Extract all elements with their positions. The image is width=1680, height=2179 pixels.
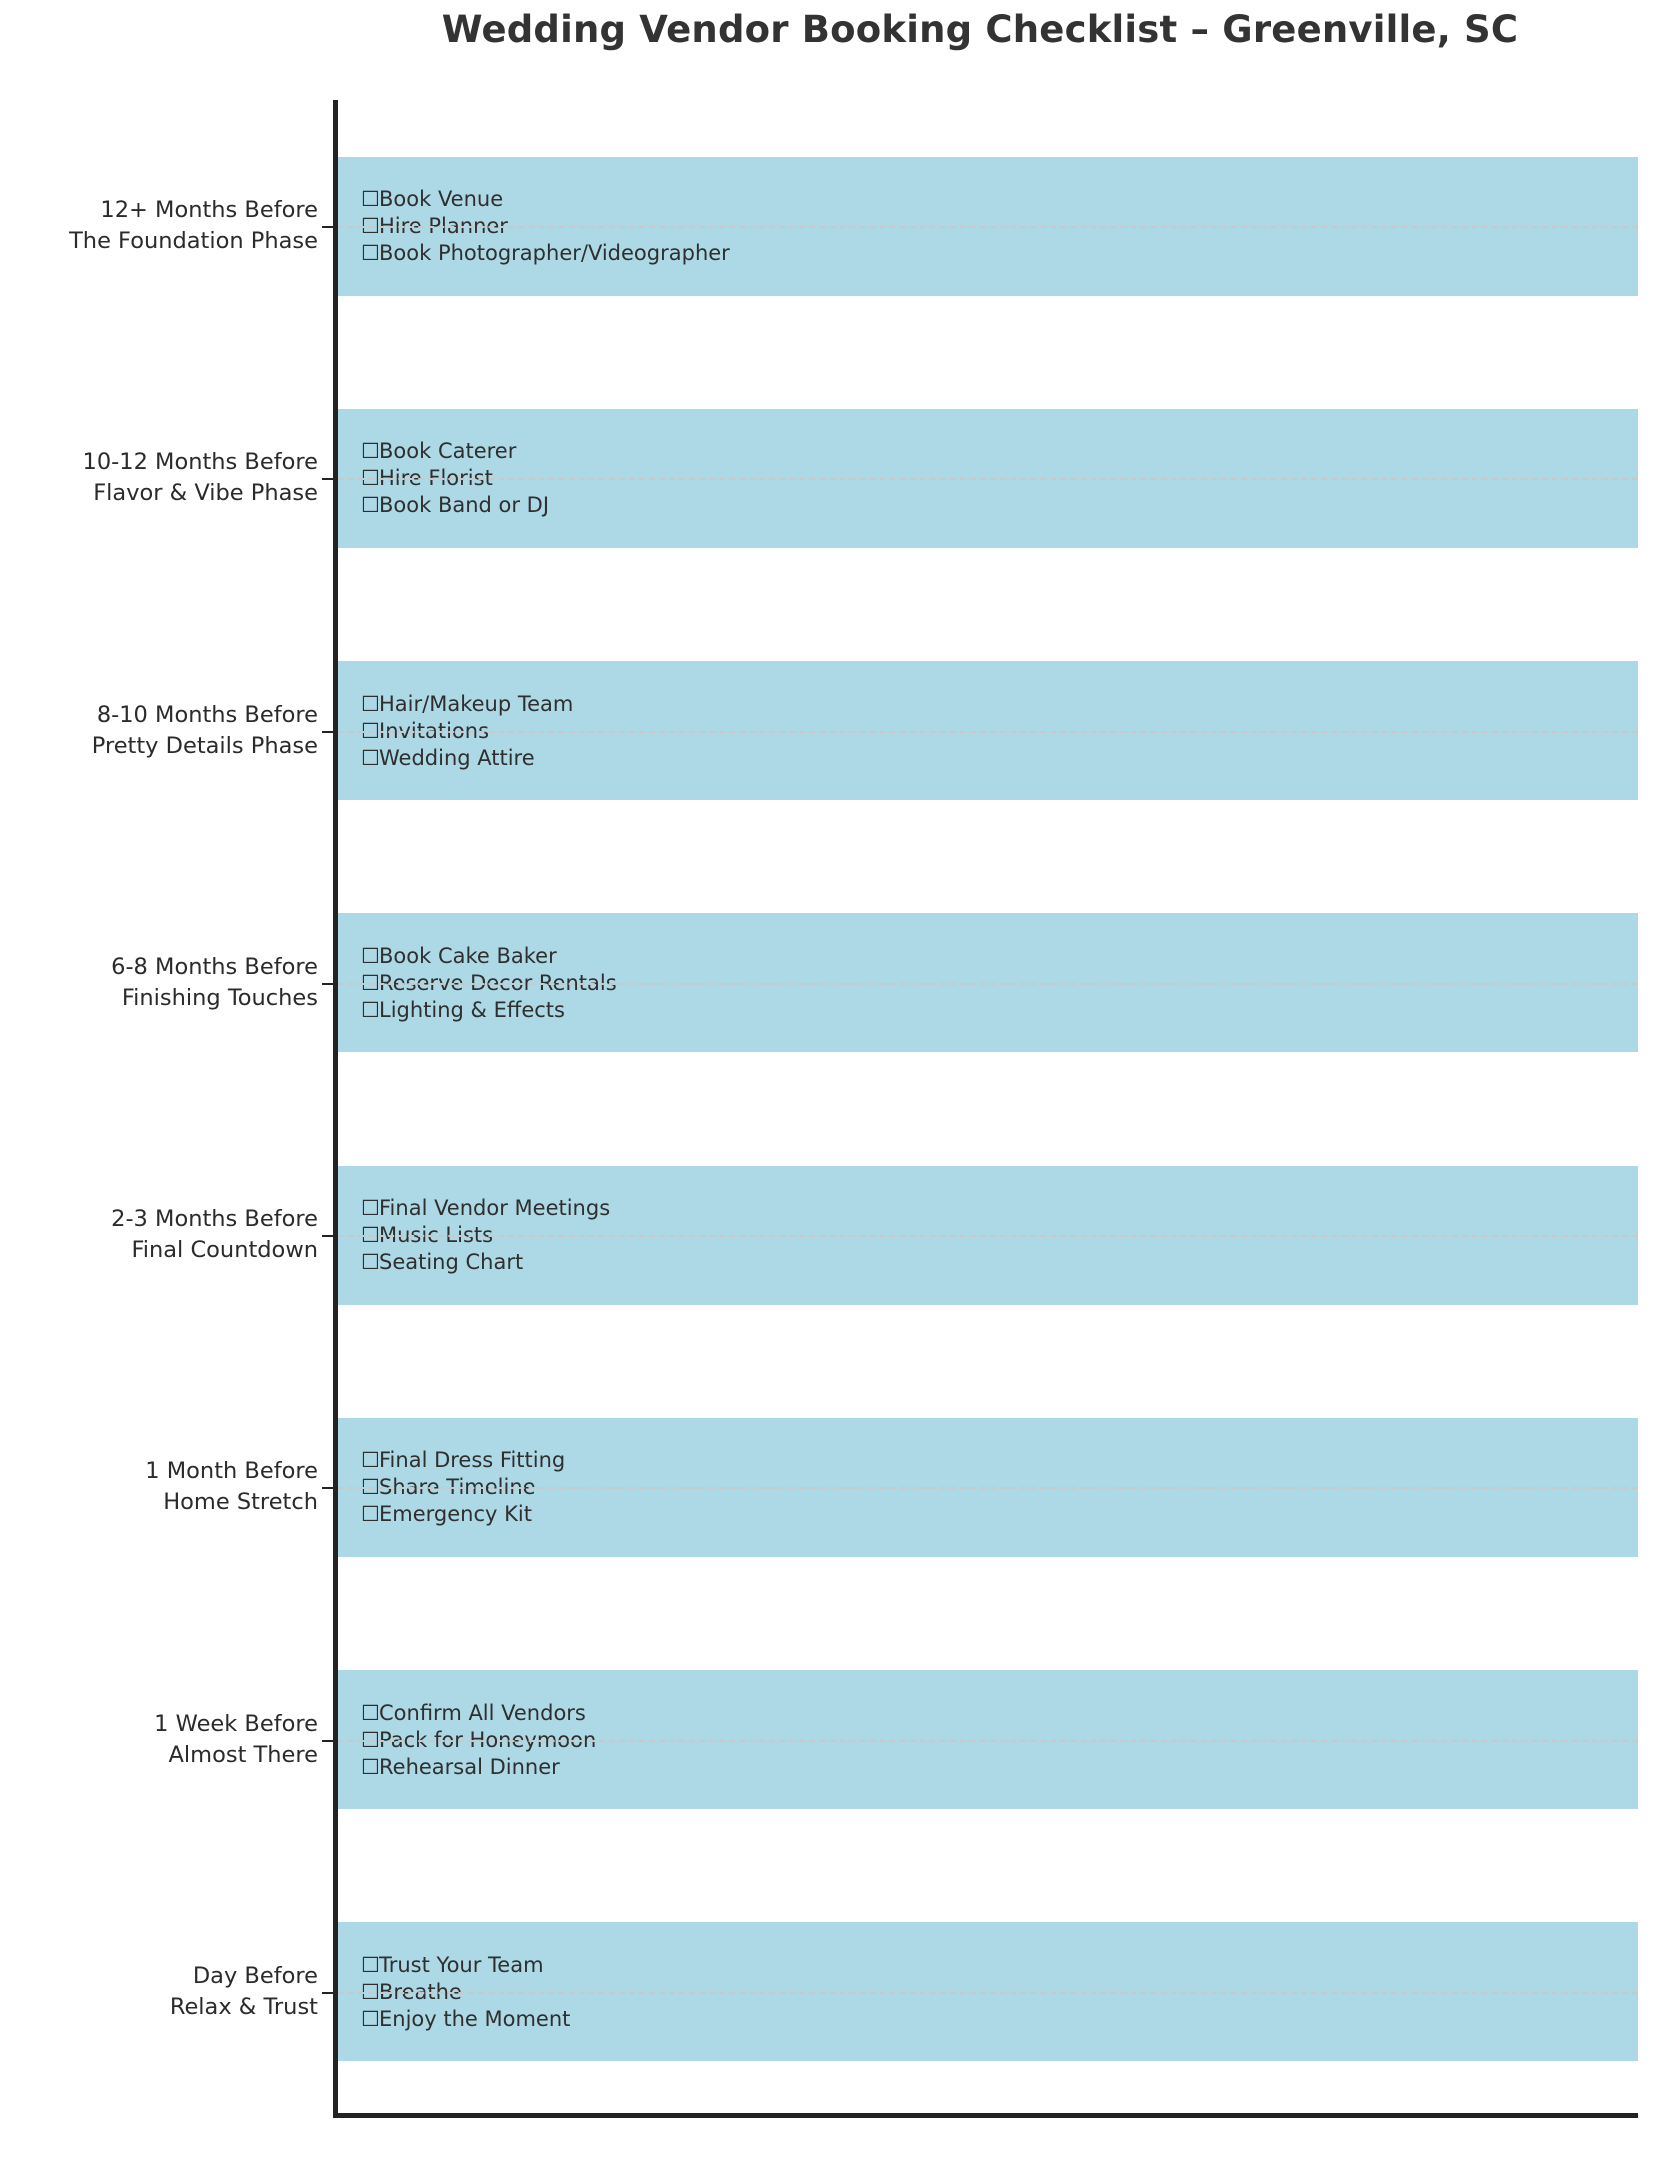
phase-name: Relax & Trust <box>169 1993 318 2020</box>
checklist-item[interactable] <box>361 745 573 772</box>
chart-title: Wedding Vendor Booking Checklist – Greenville, SC <box>441 8 1519 51</box>
checklist-item-label: Rehearsal Dinner <box>379 1754 560 1779</box>
checklist-item-label: Invitations <box>379 718 490 743</box>
checklist-item-label: Pack for Honeymoon <box>379 1727 597 1752</box>
phase-timeframe: 2-3 Months Before <box>111 1206 318 1233</box>
phase-timeframe: 12+ Months Before <box>100 197 318 224</box>
checklist-item[interactable] <box>361 1222 610 1249</box>
phase-name: Pretty Details Phase <box>91 732 318 759</box>
checklist-item-label: Final Vendor Meetings <box>379 1196 611 1221</box>
checklist-item-label: Book Cake Baker <box>379 943 557 968</box>
checkbox-unchecked-icon[interactable]: ☐ <box>361 493 380 518</box>
x-axis-spine <box>333 2113 1638 2118</box>
checklist-item-label: Breathe <box>379 1979 462 2004</box>
y-axis-tick <box>322 226 333 228</box>
phase-timeframe: 6-8 Months Before <box>111 953 318 980</box>
phase-checklist <box>361 691 573 772</box>
phase-checklist <box>361 943 617 1024</box>
checkbox-unchecked-icon[interactable]: ☐ <box>361 1727 380 1752</box>
y-axis-tick-label <box>0 195 318 257</box>
checklist-item[interactable] <box>361 1501 565 1528</box>
checklist-item-label: Wedding Attire <box>379 745 535 770</box>
phase-checklist <box>361 1447 565 1528</box>
phase-name: Final Countdown <box>131 1237 318 1264</box>
checklist-item[interactable] <box>361 691 573 718</box>
checklist-item[interactable] <box>361 1979 570 2006</box>
checklist-item[interactable] <box>361 1447 565 1474</box>
checklist-item-label: Hair/Makeup Team <box>379 691 574 716</box>
phase-checklist <box>361 186 730 267</box>
checklist-item-label: Enjoy the Moment <box>379 2006 571 2031</box>
checkbox-unchecked-icon[interactable]: ☐ <box>361 745 380 770</box>
checkbox-unchecked-icon[interactable]: ☐ <box>361 1196 380 1221</box>
checkbox-unchecked-icon[interactable]: ☐ <box>361 1250 380 1275</box>
checklist-item-label: Lighting & Effects <box>379 997 565 1022</box>
y-axis-tick <box>322 1487 333 1489</box>
y-axis-tick-label <box>0 1456 318 1518</box>
y-axis-tick <box>322 1992 333 1994</box>
checklist-item-label: Trust Your Team <box>379 1952 544 1977</box>
checklist-item[interactable] <box>361 1195 610 1222</box>
checklist-item-label: Book Venue <box>379 187 504 212</box>
checklist-item-label: Confirm All Vendors <box>379 1700 586 1725</box>
checklist-item[interactable] <box>361 1700 596 1727</box>
y-axis-tick <box>322 983 333 985</box>
checklist-item[interactable] <box>361 718 573 745</box>
checkbox-unchecked-icon[interactable]: ☐ <box>361 2006 380 2031</box>
phase-timeframe: 8-10 Months Before <box>96 701 318 728</box>
checklist-item-label: Book Band or DJ <box>379 493 550 518</box>
checkbox-unchecked-icon[interactable]: ☐ <box>361 187 380 212</box>
checklist-item-label: Emergency Kit <box>379 1502 532 1527</box>
checklist-item-label: Final Dress Fitting <box>379 1448 566 1473</box>
phase-name: Finishing Touches <box>121 984 318 1011</box>
checkbox-unchecked-icon[interactable]: ☐ <box>361 718 380 743</box>
checklist-item[interactable] <box>361 465 549 492</box>
checkbox-unchecked-icon[interactable]: ☐ <box>361 1502 380 1527</box>
phase-checklist <box>361 438 549 519</box>
checkbox-unchecked-icon[interactable]: ☐ <box>361 1979 380 2004</box>
y-axis-tick-label <box>0 952 318 1014</box>
checklist-item[interactable] <box>361 186 730 213</box>
phase-timeframe: Day Before <box>192 1962 318 1989</box>
phase-name: Almost There <box>168 1741 318 1768</box>
checklist-item[interactable] <box>361 970 617 997</box>
checklist-item[interactable] <box>361 213 730 240</box>
y-axis-tick <box>322 478 333 480</box>
checkbox-unchecked-icon[interactable]: ☐ <box>361 997 380 1022</box>
checklist-item[interactable] <box>361 943 617 970</box>
checklist-item-label: Book Photographer/Videographer <box>379 241 730 266</box>
checkbox-unchecked-icon[interactable]: ☐ <box>361 1448 380 1473</box>
checklist-item-label: Share Timeline <box>379 1475 536 1500</box>
checkbox-unchecked-icon[interactable]: ☐ <box>361 1223 380 1248</box>
y-axis-tick-label <box>0 1204 318 1266</box>
checkbox-unchecked-icon[interactable]: ☐ <box>361 214 380 239</box>
checklist-item[interactable] <box>361 1952 570 1979</box>
checklist-item-label: Reserve Decor Rentals <box>379 970 617 995</box>
checklist-item-label: Hire Planner <box>379 214 508 239</box>
checklist-item-label: Hire Florist <box>379 466 493 491</box>
y-axis-tick <box>322 731 333 733</box>
checklist-item[interactable] <box>361 2006 570 2033</box>
phase-checklist <box>361 1700 596 1781</box>
checkbox-unchecked-icon[interactable]: ☐ <box>361 466 380 491</box>
checkbox-unchecked-icon[interactable]: ☐ <box>361 943 380 968</box>
phase-checklist <box>361 1952 570 2033</box>
checklist-item-label: Music Lists <box>379 1223 494 1248</box>
y-axis-tick <box>322 1740 333 1742</box>
checkbox-unchecked-icon[interactable]: ☐ <box>361 241 380 266</box>
checklist-item[interactable] <box>361 492 549 519</box>
phase-timeframe: 1 Week Before <box>154 1710 318 1737</box>
checkbox-unchecked-icon[interactable]: ☐ <box>361 1754 380 1779</box>
checklist-item-label: Book Caterer <box>379 439 517 464</box>
y-axis-tick-label <box>0 1961 318 2023</box>
checkbox-unchecked-icon[interactable]: ☐ <box>361 1952 380 1977</box>
phase-timeframe: 10-12 Months Before <box>82 449 318 476</box>
checklist-item-label: Seating Chart <box>379 1250 524 1275</box>
checkbox-unchecked-icon[interactable]: ☐ <box>361 691 380 716</box>
phase-name: Flavor & Vibe Phase <box>93 480 318 507</box>
checklist-item[interactable] <box>361 997 617 1024</box>
checklist-item[interactable] <box>361 240 730 267</box>
y-axis-tick-label <box>0 700 318 762</box>
y-axis-tick <box>322 1235 333 1237</box>
checklist-item[interactable] <box>361 1249 610 1276</box>
y-axis-spine <box>333 100 338 2118</box>
y-axis-tick-label <box>0 1709 318 1771</box>
checklist-item[interactable] <box>361 1727 596 1754</box>
checkbox-unchecked-icon[interactable]: ☐ <box>361 439 380 464</box>
phase-name: Home Stretch <box>163 1489 318 1516</box>
checklist-item[interactable] <box>361 1474 565 1501</box>
phase-name: The Foundation Phase <box>69 228 318 255</box>
checklist-item[interactable] <box>361 1754 596 1781</box>
y-axis-tick-label <box>0 447 318 509</box>
phase-checklist <box>361 1195 610 1276</box>
phase-timeframe: 1 Month Before <box>145 1458 318 1485</box>
checkbox-unchecked-icon[interactable]: ☐ <box>361 1700 380 1725</box>
plot-area <box>333 100 1638 2118</box>
checkbox-unchecked-icon[interactable]: ☐ <box>361 970 380 995</box>
checklist-item[interactable] <box>361 438 549 465</box>
checkbox-unchecked-icon[interactable]: ☐ <box>361 1475 380 1500</box>
